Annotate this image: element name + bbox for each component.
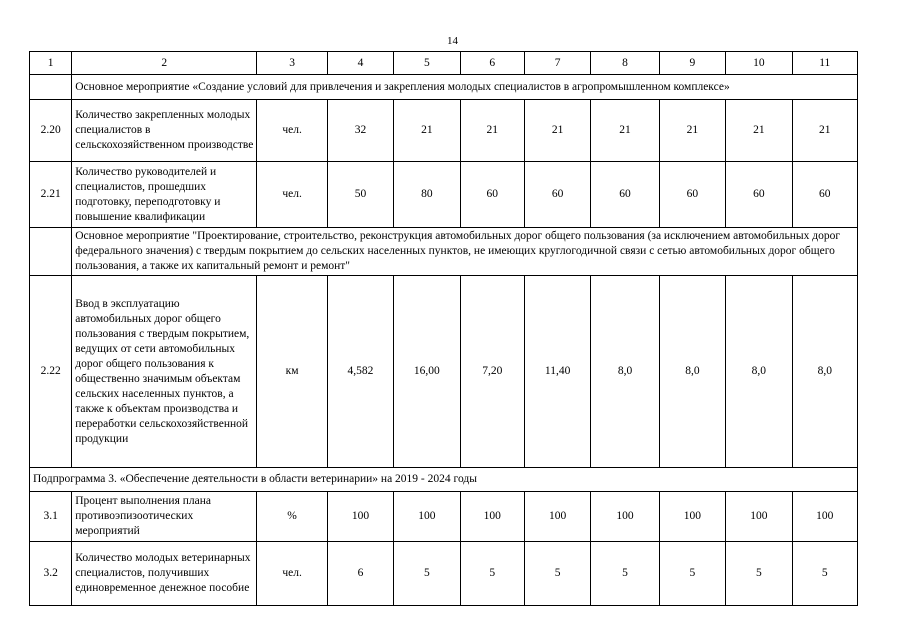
value-cell: 5	[659, 542, 725, 606]
page-number: 14	[447, 35, 458, 47]
value-cell: 21	[591, 100, 659, 162]
value-cell: 100	[726, 492, 792, 542]
unit-cell: чел.	[257, 162, 327, 228]
subprogram-title: Подпрограмма 3. «Обеспечение деятельности в области ветеринарии» на 2019 - 2024 годы	[30, 468, 858, 492]
table-row	[30, 492, 858, 542]
row-number: 2.22	[30, 276, 72, 468]
subprogram-row	[30, 468, 858, 492]
value-cell: 8,0	[726, 276, 792, 468]
value-cell: 60	[591, 162, 659, 228]
value-cell: 60	[792, 162, 857, 228]
value-cell: 60	[659, 162, 725, 228]
value-cell: 8,0	[792, 276, 857, 468]
value-cell: 21	[460, 100, 524, 162]
header-row	[30, 52, 858, 75]
value-cell: 5	[394, 542, 460, 606]
indicator-name: Количество закрепленных молодых специалистов в сельскохозяйственном производстве	[72, 100, 257, 162]
value-cell: 50	[327, 162, 393, 228]
header-cell: 8	[591, 52, 659, 75]
row-number: 3.2	[30, 542, 72, 606]
value-cell: 21	[659, 100, 725, 162]
header-cell: 2	[72, 52, 257, 75]
header-cell: 6	[460, 52, 524, 75]
row-number: 2.20	[30, 100, 72, 162]
value-cell: 21	[394, 100, 460, 162]
empty-cell	[30, 228, 72, 276]
indicators-table	[29, 51, 858, 606]
table-row	[30, 542, 858, 606]
row-number: 3.1	[30, 492, 72, 542]
indicator-name: Количество руководителей и специалистов, прошедших подготовку, переподготовку и повышение квалификации	[72, 162, 257, 228]
value-cell: 32	[327, 100, 393, 162]
value-cell: 8,0	[591, 276, 659, 468]
row-number: 2.21	[30, 162, 72, 228]
indicator-name: Количество молодых ветеринарных специалистов, получивших единовременное денежное пособие	[72, 542, 257, 606]
value-cell: 21	[524, 100, 590, 162]
unit-cell: чел.	[257, 542, 327, 606]
table-row	[30, 162, 858, 228]
header-cell: 7	[524, 52, 590, 75]
value-cell: 5	[591, 542, 659, 606]
section-title: Основное мероприятие "Проектирование, строительство, реконструкция автомобильных дорог общего пользования (за исключением автомобильных дорог федерального значения) с твердым покрытием до сельских населенных пунктов, не имеющих круглогодичной связи с сетью автомобильных дорог общего пользования, а также их капитальный ремонт и ремонт"	[72, 228, 858, 276]
header-cell: 1	[30, 52, 72, 75]
header-cell: 10	[726, 52, 792, 75]
header-cell: 11	[792, 52, 857, 75]
value-cell: 4,582	[327, 276, 393, 468]
value-cell: 60	[460, 162, 524, 228]
value-cell: 80	[394, 162, 460, 228]
value-cell: 100	[394, 492, 460, 542]
value-cell: 100	[460, 492, 524, 542]
value-cell: 100	[327, 492, 393, 542]
indicator-name: Ввод в эксплуатацию автомобильных дорог общего пользования с твердым покрытием, ведущих от сети автомобильных дорог общего пользования к общественно значимым объектам сельских населенных пунктов, а также к объектам производства и переработки сельскохозяйственной продукции	[72, 276, 257, 468]
value-cell: 8,0	[659, 276, 725, 468]
value-cell: 5	[460, 542, 524, 606]
value-cell: 100	[591, 492, 659, 542]
unit-cell: %	[257, 492, 327, 542]
empty-cell	[30, 75, 72, 100]
header-cell: 4	[327, 52, 393, 75]
value-cell: 60	[524, 162, 590, 228]
value-cell: 100	[659, 492, 725, 542]
section-title: Основное мероприятие «Создание условий для привлечения и закрепления молодых специалистов в агропромышленном комплексе»	[72, 75, 858, 100]
value-cell: 5	[524, 542, 590, 606]
header-cell: 3	[257, 52, 327, 75]
section-row	[30, 228, 858, 276]
header-cell: 5	[394, 52, 460, 75]
value-cell: 16,00	[394, 276, 460, 468]
value-cell: 6	[327, 542, 393, 606]
value-cell: 5	[792, 542, 857, 606]
value-cell: 11,40	[524, 276, 590, 468]
value-cell: 5	[726, 542, 792, 606]
header-cell: 9	[659, 52, 725, 75]
table-row	[30, 276, 858, 468]
unit-cell: км	[257, 276, 327, 468]
table-row	[30, 100, 858, 162]
value-cell: 100	[524, 492, 590, 542]
value-cell: 60	[726, 162, 792, 228]
section-row	[30, 75, 858, 100]
value-cell: 7,20	[460, 276, 524, 468]
unit-cell: чел.	[257, 100, 327, 162]
value-cell: 100	[792, 492, 857, 542]
value-cell: 21	[792, 100, 857, 162]
indicator-name: Процент выполнения плана противоэпизоотических мероприятий	[72, 492, 257, 542]
value-cell: 21	[726, 100, 792, 162]
